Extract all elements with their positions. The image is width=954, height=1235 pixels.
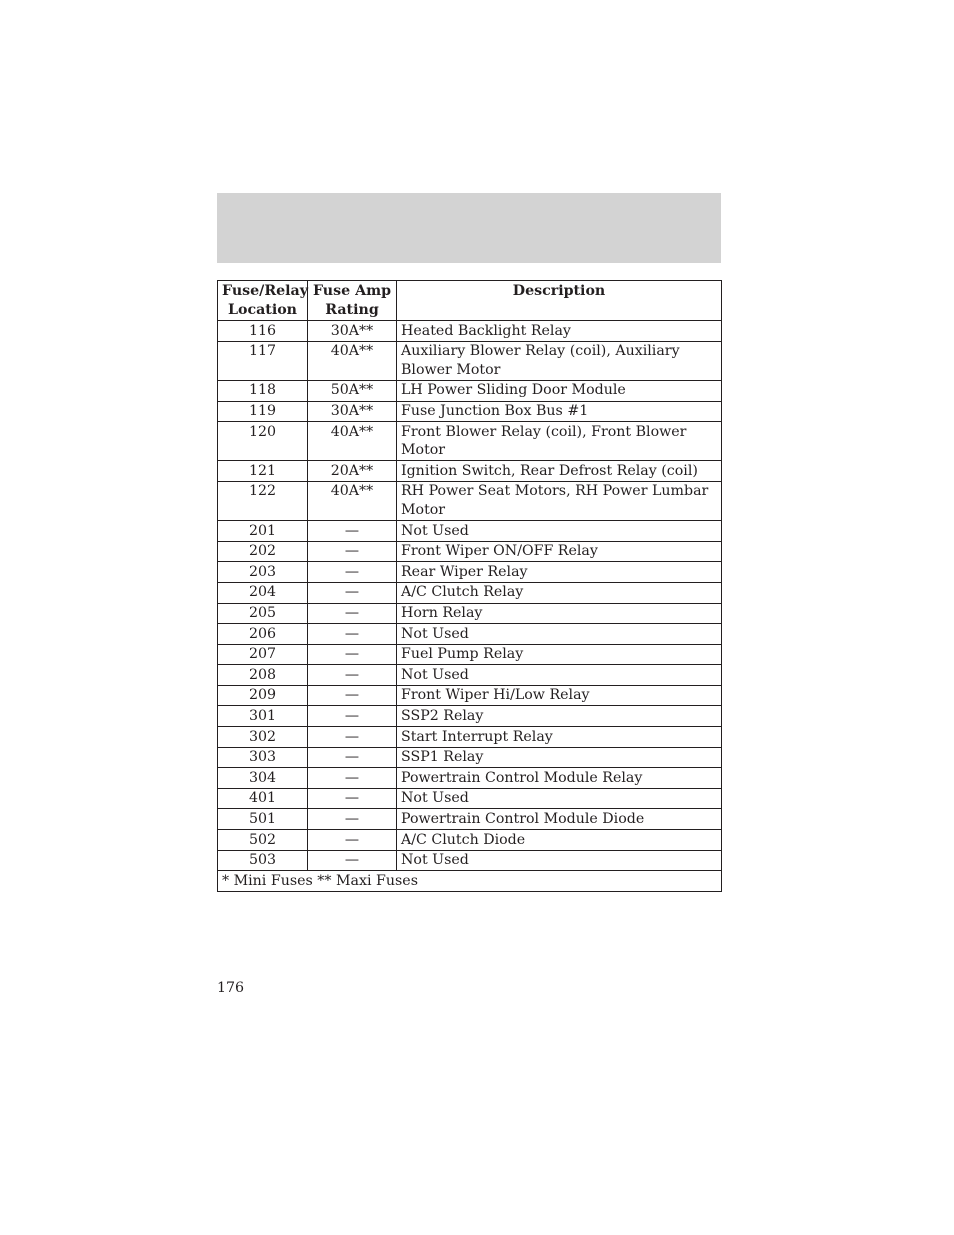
cell-description: Powertrain Control Module Relay [397, 768, 722, 789]
cell-rating: 30A** [308, 401, 397, 422]
cell-rating: 50A** [308, 380, 397, 401]
table-footnote: * Mini Fuses ** Maxi Fuses [218, 871, 722, 892]
cell-description: Fuse Junction Box Bus #1 [397, 401, 722, 422]
table-row [218, 603, 722, 624]
table-row [218, 582, 722, 603]
cell-rating: — [308, 603, 397, 624]
cell-rating: — [308, 727, 397, 748]
table-row [218, 727, 722, 748]
table-footnote-row [218, 871, 722, 892]
table-row [218, 401, 722, 422]
header-description: Description [397, 281, 722, 321]
cell-rating: — [308, 850, 397, 871]
cell-rating: 40A** [308, 341, 397, 380]
table-row [218, 541, 722, 562]
cell-location: 301 [218, 706, 308, 727]
table-row [218, 321, 722, 342]
cell-rating: — [308, 685, 397, 706]
cell-location: 121 [218, 461, 308, 482]
table-header-row [218, 281, 722, 321]
cell-description: Not Used [397, 521, 722, 542]
header-location-line2: Location [228, 301, 297, 318]
header-location-line1: Fuse/Relay [222, 283, 308, 299]
cell-description: Rear Wiper Relay [397, 562, 722, 583]
cell-rating: 40A** [308, 481, 397, 520]
cell-description: Not Used [397, 850, 722, 871]
cell-rating: — [308, 768, 397, 789]
header-band [217, 193, 721, 263]
cell-location: 302 [218, 727, 308, 748]
cell-rating: — [308, 521, 397, 542]
cell-location: 208 [218, 665, 308, 686]
cell-description: Start Interrupt Relay [397, 727, 722, 748]
cell-description: SSP2 Relay [397, 706, 722, 727]
table-row [218, 624, 722, 645]
cell-description: Ignition Switch, Rear Defrost Relay (coil) [397, 461, 722, 482]
cell-rating: — [308, 788, 397, 809]
cell-description: Powertrain Control Module Diode [397, 809, 722, 830]
header-rating-line1: Fuse Amp [312, 283, 392, 299]
table-row [218, 768, 722, 789]
cell-location: 116 [218, 321, 308, 342]
table-row [218, 809, 722, 830]
table-row [218, 481, 722, 520]
cell-location: 203 [218, 562, 308, 583]
page-number: 176 [217, 980, 245, 996]
cell-description: A/C Clutch Relay [397, 582, 722, 603]
table-row [218, 788, 722, 809]
cell-description: Not Used [397, 665, 722, 686]
cell-rating: — [308, 582, 397, 603]
cell-location: 205 [218, 603, 308, 624]
cell-description: Front Blower Relay (coil), Front Blower Motor [397, 422, 722, 461]
cell-location: 207 [218, 644, 308, 665]
table-row [218, 685, 722, 706]
cell-description: Front Wiper ON/OFF Relay [397, 541, 722, 562]
table-row [218, 850, 722, 871]
cell-description: SSP1 Relay [397, 747, 722, 768]
table-row [218, 380, 722, 401]
cell-rating: — [308, 644, 397, 665]
cell-rating: — [308, 706, 397, 727]
cell-description: Horn Relay [397, 603, 722, 624]
header-rating-line2: Rating [325, 301, 379, 318]
cell-rating: — [308, 562, 397, 583]
cell-description: Heated Backlight Relay [397, 321, 722, 342]
cell-description: Not Used [397, 624, 722, 645]
cell-location: 501 [218, 809, 308, 830]
cell-rating: — [308, 624, 397, 645]
cell-description: RH Power Seat Motors, RH Power Lumbar Motor [397, 481, 722, 520]
table-row [218, 461, 722, 482]
cell-location: 119 [218, 401, 308, 422]
cell-location: 120 [218, 422, 308, 461]
cell-rating: — [308, 809, 397, 830]
cell-location: 117 [218, 341, 308, 380]
table-row [218, 521, 722, 542]
cell-location: 206 [218, 624, 308, 645]
cell-rating: — [308, 830, 397, 851]
table-row [218, 562, 722, 583]
cell-description: Auxiliary Blower Relay (coil), Auxiliary Blower Motor [397, 341, 722, 380]
table-row [218, 665, 722, 686]
cell-rating: — [308, 665, 397, 686]
cell-location: 304 [218, 768, 308, 789]
table-row [218, 644, 722, 665]
cell-description: Front Wiper Hi/Low Relay [397, 685, 722, 706]
cell-location: 201 [218, 521, 308, 542]
cell-description: Fuel Pump Relay [397, 644, 722, 665]
table-row [218, 747, 722, 768]
cell-location: 204 [218, 582, 308, 603]
header-rating [308, 281, 397, 321]
cell-rating: 20A** [308, 461, 397, 482]
fuse-relay-table [217, 280, 722, 892]
cell-location: 303 [218, 747, 308, 768]
cell-description: Not Used [397, 788, 722, 809]
cell-location: 209 [218, 685, 308, 706]
cell-rating: — [308, 541, 397, 562]
cell-description: LH Power Sliding Door Module [397, 380, 722, 401]
cell-location: 401 [218, 788, 308, 809]
table-row [218, 341, 722, 380]
cell-location: 122 [218, 481, 308, 520]
table-row [218, 706, 722, 727]
table-row [218, 422, 722, 461]
cell-rating: 30A** [308, 321, 397, 342]
cell-location: 502 [218, 830, 308, 851]
cell-rating: — [308, 747, 397, 768]
cell-location: 118 [218, 380, 308, 401]
cell-rating: 40A** [308, 422, 397, 461]
table-row [218, 830, 722, 851]
cell-description: A/C Clutch Diode [397, 830, 722, 851]
cell-location: 503 [218, 850, 308, 871]
cell-location: 202 [218, 541, 308, 562]
header-location [218, 281, 308, 321]
